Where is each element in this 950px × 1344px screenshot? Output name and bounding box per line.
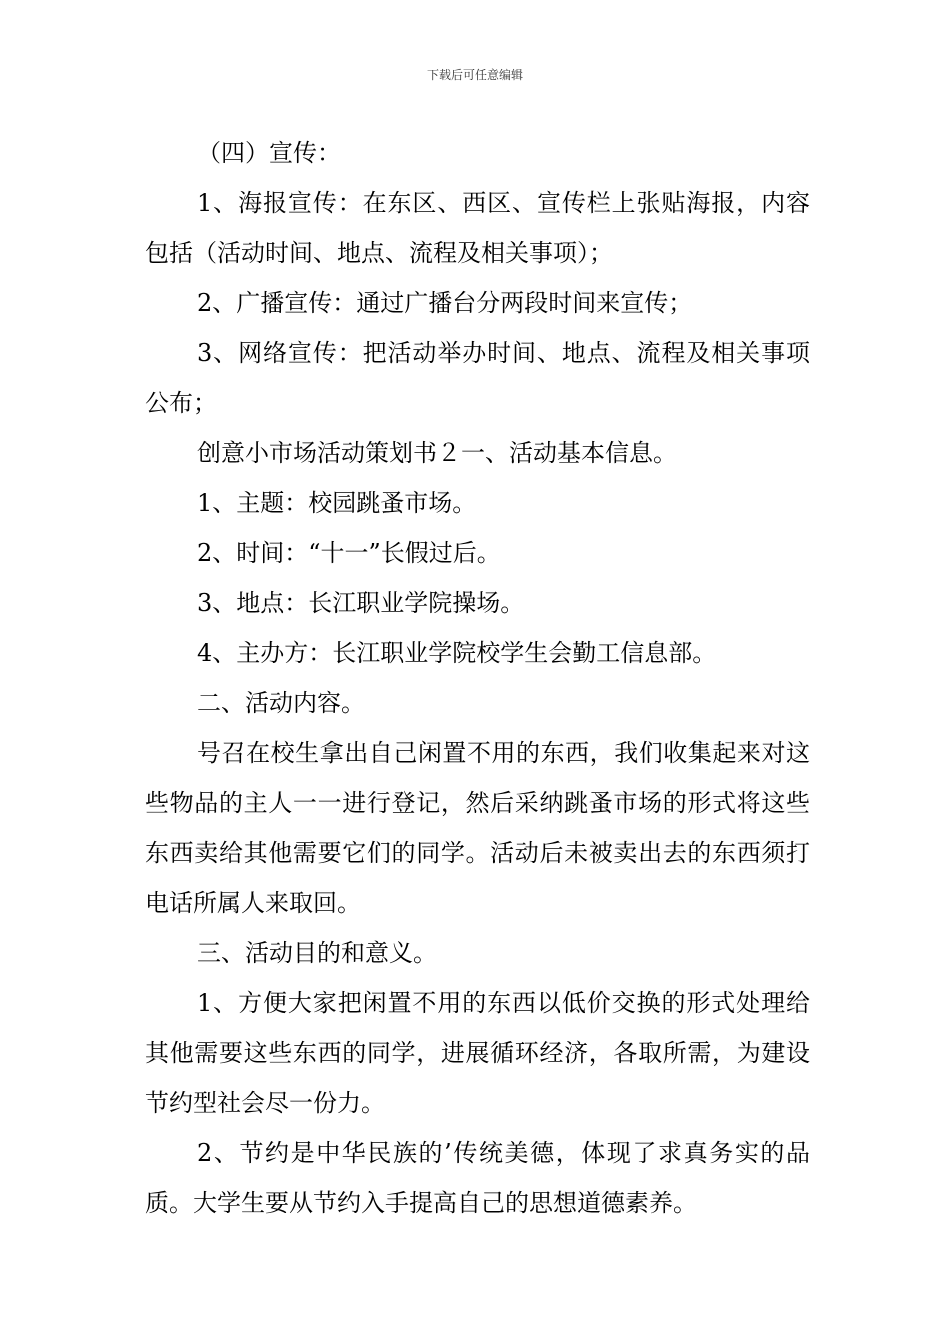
paragraph-purpose-2: 2、节约是中华民族的’传统美德，体现了求真务实的品质。大学生要从节约入手提高自己的思想道德素养。 [145, 1139, 810, 1217]
section-heading-publicity: （四）宣传： [197, 139, 341, 167]
paragraph-location: 3、地点：长江职业学院操场。 [197, 589, 525, 617]
paragraph-time: 2、时间：“十一”长假过后。 [197, 539, 501, 567]
paragraph-organizer: 4、主办方：长江职业学院校学生会勤工信息部。 [197, 639, 717, 667]
paragraph-activity-content: 号召在校生拿出自己闲置不用的东西，我们收集起来对这些物品的主人一一进行登记，然后采纳跳蚤市场的形式将这些东西卖给其他需要它们的同学。活动后未被卖出去的东西须打电话所属人来取回。 [145, 739, 810, 917]
paragraph-broadcast-publicity: 2、广播宣传：通过广播台分两段时间来宣传； [197, 289, 693, 317]
paragraph-plan-2-basic-info: 创意小市场活动策划书２一、活动基本信息。 [197, 439, 677, 467]
section-heading-purpose: 三、活动目的和意义。 [197, 939, 437, 967]
paragraph-purpose-1: 1、方便大家把闲置不用的东西以低价交换的形式处理给其他需要这些东西的同学，进展循环经济，各取所需，为建设节约型社会尽一份力。 [145, 989, 810, 1117]
paragraph-poster-publicity: 1、海报宣传：在东区、西区、宣传栏上张贴海报，内容包括（活动时间、地点、流程及相关事项）； [145, 189, 810, 267]
paragraph-network-publicity: 3、网络宣传：把活动举办时间、地点、流程及相关事项公布； [145, 339, 810, 417]
section-heading-content: 二、活动内容。 [197, 689, 365, 717]
paragraph-theme: 1、主题：校园跳蚤市场。 [197, 489, 477, 517]
header-note: 下载后可任意编辑 [426, 68, 523, 82]
document-body [145, 128, 810, 1228]
